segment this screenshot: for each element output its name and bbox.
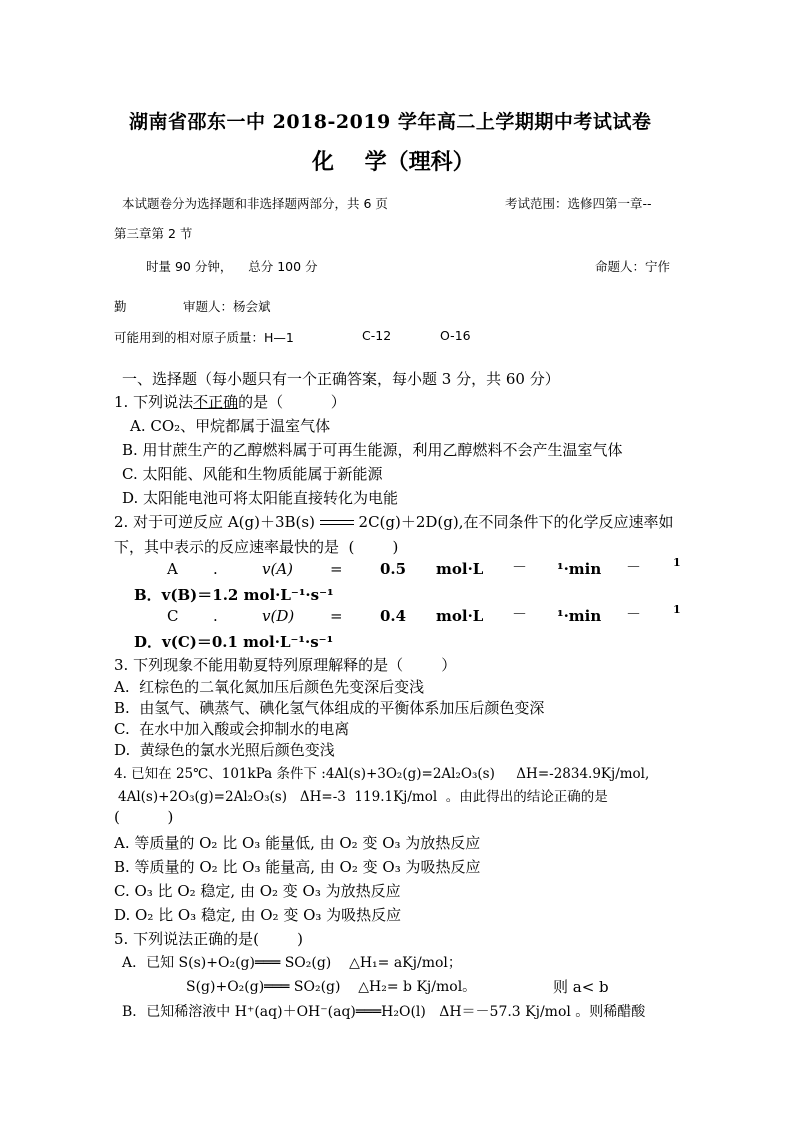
q1-option-b: B. 用甘蔗生产的乙醇燃料属于可再生能源，利用乙醇燃料不会产生温室气体: [122, 441, 623, 459]
q2-c-value: 0.4: [380, 607, 407, 625]
info-atomic-mass: 可能用到的相对原子质量：H—1: [114, 330, 294, 345]
q5-option-a-line1: A．已知 S(s)+O₂(g)═══ SO₂(g) △H₁= aKj/mol；: [122, 955, 462, 971]
q3-option-a: A. 红棕色的二氧化氮加压后颜色先变深后变浅: [114, 678, 425, 696]
q1-option-a: A. CO₂、甲烷都属于温室气体: [130, 417, 331, 435]
q2-a-dot: .: [213, 560, 218, 578]
q2-stem-b: 2C(g)＋2D(g),在不同条件下的化学反应速率如: [358, 513, 674, 531]
q4-option-c: C. O₃ 比 O₂ 稳定, 由 O₂ 变 O₃ 为放热反应: [114, 882, 401, 900]
q4-option-a: A. 等质量的 O₂ 比 O₃ 能量低, 由 O₂ 变 O₃ 为放热反应: [114, 834, 481, 852]
q3-option-c: C. 在水中加入酸或会抑制水的电离: [114, 720, 350, 738]
q2-a-minus2: －: [626, 558, 642, 576]
q2-a-rate: v(A): [262, 560, 294, 578]
subject-title: 化 学（理科）: [312, 149, 475, 175]
q2-c-min: ¹·min: [557, 607, 602, 625]
q3-option-d: D. 黄绿色的氯水光照后颜色变浅: [114, 741, 335, 759]
exam-title: 湖南省邵东一中 2018-2019 学年高二上学期期中考试试卷: [129, 111, 652, 133]
q4-stem-line1: 4. 已知在 25℃、101kPa 条件下 :4Al(s)+3O₂(g)=2Al₂O₃(s) ΔH=-2834.9Kj/mol,: [114, 766, 650, 782]
q1-option-d: D. 太阳能电池可将太阳能直接转化为电能: [122, 489, 399, 507]
q2-c-minus: －: [512, 605, 528, 623]
q4-stem-line3: ( ): [114, 808, 174, 826]
q5-option-a-line2: S(g)+O₂(g)═══ SO₂(g) △H₂= b Kj/mol。: [186, 979, 477, 995]
q2-option-b: B．v(B)＝1.2 mol·L⁻¹·s⁻¹: [134, 586, 334, 604]
q3-stem: 3. 下列现象不能用勒夏特列原理解释的是（ ）: [114, 656, 457, 674]
q2-stem-line2: 下，其中表示的反应速率最快的是 ( ): [114, 538, 399, 556]
q2-a-eq: =: [330, 560, 343, 578]
q4-option-b: B. 等质量的 O₂ 比 O₃ 能量高, 由 O₂ 变 O₃ 为吸热反应: [114, 858, 481, 876]
equilibrium-arrow-icon: [320, 518, 354, 528]
q1-option-c: C. 太阳能、风能和生物质能属于新能源: [122, 465, 383, 483]
q2-c-one: 1: [673, 603, 681, 616]
q2-a-one: 1: [673, 556, 681, 569]
q2-c-eq: =: [330, 607, 343, 625]
info-author: 命题人：宁作: [595, 259, 671, 274]
q2-c-minus2: －: [626, 605, 642, 623]
q3-option-b: B. 由氢气、碘蒸气、碘化氢气体组成的平衡体系加压后颜色变深: [114, 699, 545, 717]
q1-stem-c: 的是（ ）: [238, 393, 346, 411]
info-time-score: 时量 90 分钟， 总分 100 分: [146, 259, 318, 274]
q2-option-d: D．v(C)＝0.1 mol·L⁻¹·s⁻¹: [134, 633, 334, 651]
q2-c-unit: mol·L: [436, 607, 484, 625]
q2-a-minus: －: [512, 558, 528, 576]
q2-a-label: A: [167, 560, 178, 578]
q2-c-rate: v(D): [262, 607, 295, 625]
q1-stem-emphasis: 不正确: [193, 393, 239, 411]
q2-c-label: C: [167, 607, 179, 625]
q5-stem: 5. 下列说法正确的是( ): [114, 930, 303, 948]
info-author-cont: 勤: [114, 299, 127, 314]
section-heading: 一、选择题（每小题只有一个正确答案，每小题 3 分，共 60 分）: [122, 370, 560, 388]
q2-a-unit: mol·L: [436, 560, 484, 578]
q1-stem-a: 1. 下列说法: [114, 393, 194, 411]
q2-stem-line1: [114, 511, 674, 532]
q4-option-d: D. O₂ 比 O₃ 稳定, 由 O₂ 变 O₃ 为吸热反应: [114, 906, 402, 924]
q2-a-value: 0.5: [380, 560, 407, 578]
info-scope: 考试范围：选修四第一章--: [505, 196, 652, 211]
info-atomic-mass-o: O-16: [440, 328, 471, 343]
info-atomic-mass-c: C-12: [362, 328, 392, 343]
q2-stem-a: 2. 对于可逆反应 A(g)＋3B(s): [114, 513, 315, 531]
q2-a-min: ¹·min: [557, 560, 602, 578]
q5-option-b: B．已知稀溶液中 H⁺(aq)＋OH⁻(aq)═══H₂O(l) ΔH＝－57.3 Kj/mol 。则稀醋酸: [122, 1004, 646, 1020]
q4-stem-line2: 4Al(s)+2O₃(g)=2Al₂O₃(s) ΔH=-3 119.1Kj/mol 。由此得出的结论正确的是: [118, 789, 608, 805]
info-pages: 本试题卷分为选择题和非选择题两部分，共 6 页: [122, 196, 388, 211]
q1-stem: [114, 391, 346, 412]
q2-c-dot: .: [213, 607, 218, 625]
info-scope-cont: 第三章第 2 节: [114, 226, 193, 241]
q5-option-a-conclusion: 则 a< b: [553, 978, 609, 996]
info-reviewer: 审题人：杨会斌: [183, 299, 271, 314]
